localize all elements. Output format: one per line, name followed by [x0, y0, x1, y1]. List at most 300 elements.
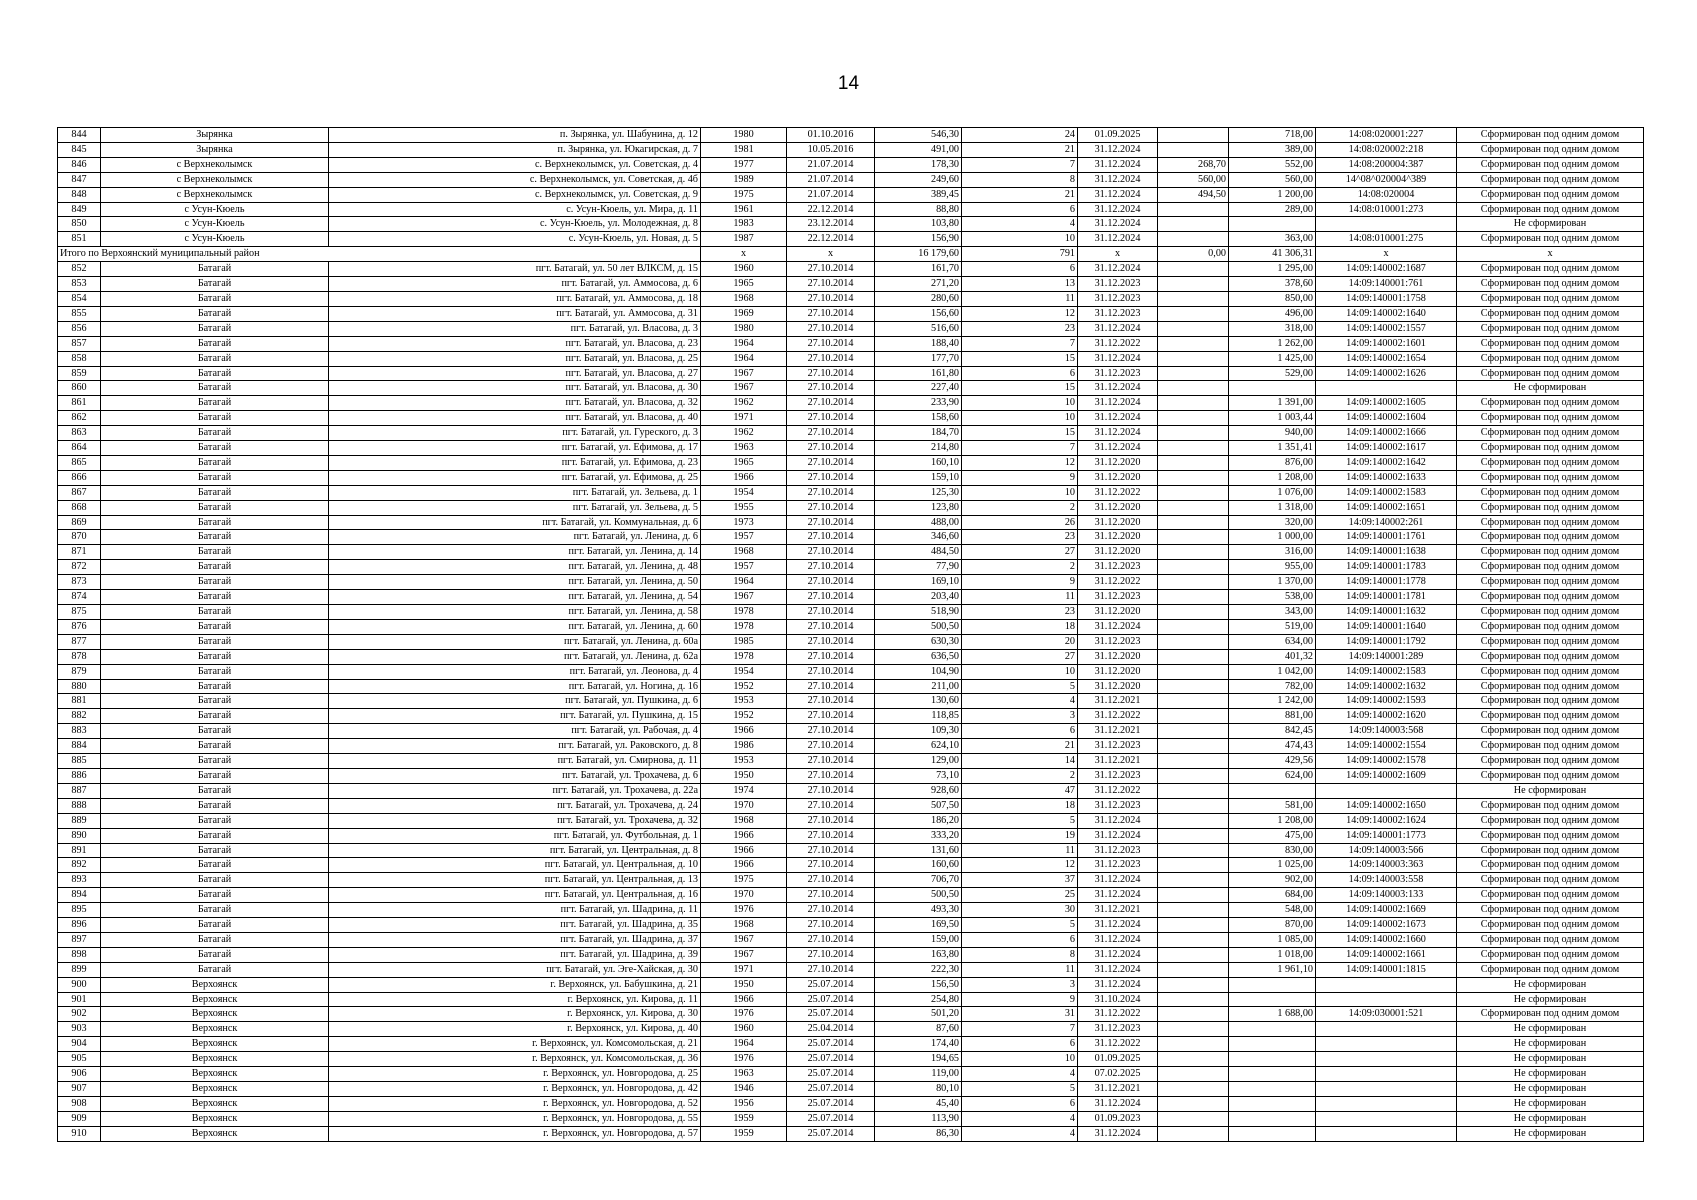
table-row	[58, 932, 1644, 947]
cell-cost-b: 1 318,00	[1229, 500, 1316, 515]
cell-cost-b	[1229, 1111, 1316, 1126]
cell-area: 45,40	[875, 1096, 962, 1111]
cell-row-number: 903	[58, 1022, 101, 1037]
cell-area: 184,70	[875, 426, 962, 441]
cell-land-status: Сформирован под одним домом	[1457, 739, 1644, 754]
cell-cost-b: 1 688,00	[1229, 1007, 1316, 1022]
cell-area: 491,00	[875, 142, 962, 157]
cell-cost-a	[1158, 411, 1229, 426]
cell-row-number: 862	[58, 411, 101, 426]
cell-area: 86,30	[875, 1126, 962, 1141]
cell-inclusion-date: 27.10.2014	[787, 441, 875, 456]
cell-cadastral-number: 14:09:140002:1669	[1316, 903, 1457, 918]
cell-row-number: 901	[58, 992, 101, 1007]
cell-inclusion-date: 10.05.2016	[787, 142, 875, 157]
table-row	[58, 619, 1644, 634]
cell-cadastral-number: 14:09:140001:1773	[1316, 828, 1457, 843]
cell-area: 214,80	[875, 441, 962, 456]
cell-residents: 6	[962, 724, 1078, 739]
cell-land-status: Сформирован под одним домом	[1457, 128, 1644, 143]
cell-cost-a	[1158, 1096, 1229, 1111]
cell-planned-date: 31.12.2020	[1078, 530, 1158, 545]
cell-inclusion-date: 25.07.2014	[787, 1111, 875, 1126]
cell-residents: 8	[962, 172, 1078, 187]
cell-residents: 2	[962, 560, 1078, 575]
table-row	[58, 1067, 1644, 1082]
cell-cost-a	[1158, 619, 1229, 634]
cell-cost-b: 41 306,31	[1229, 247, 1316, 262]
cell-address: пгт. Батагай, ул. Ефимова, д. 23	[329, 455, 701, 470]
cell-inclusion-date: 27.10.2014	[787, 798, 875, 813]
cell-planned-date: 31.12.2020	[1078, 649, 1158, 664]
cell-year-built: 1968	[701, 545, 787, 560]
cell-settlement: с Усун-Кюель	[101, 202, 329, 217]
table-row	[58, 1022, 1644, 1037]
cell-address: пгт. Батагай, ул. Ленина, д. 60	[329, 619, 701, 634]
cell-year-built: 1967	[701, 381, 787, 396]
cell-area: 123,80	[875, 500, 962, 515]
cell-inclusion-date: 27.10.2014	[787, 336, 875, 351]
cell-inclusion-date: 27.10.2014	[787, 664, 875, 679]
cell-row-number: 895	[58, 903, 101, 918]
cell-cost-a	[1158, 545, 1229, 560]
cell-inclusion-date: 22.12.2014	[787, 202, 875, 217]
cell-planned-date: 31.12.2023	[1078, 277, 1158, 292]
cell-settlement: Батагай	[101, 649, 329, 664]
table-row	[58, 291, 1644, 306]
cell-inclusion-date: 27.10.2014	[787, 619, 875, 634]
cell-area: 233,90	[875, 396, 962, 411]
cell-residents: 21	[962, 142, 1078, 157]
cell-cost-a	[1158, 142, 1229, 157]
cell-address: пгт. Батагай, ул. Власова, д. 25	[329, 351, 701, 366]
cell-address: пгт. Батагай, ул. Футбольная, д. 1	[329, 828, 701, 843]
cell-cost-a	[1158, 932, 1229, 947]
cell-land-status: Сформирован под одним домом	[1457, 709, 1644, 724]
cell-residents: 30	[962, 903, 1078, 918]
cell-year-built: 1978	[701, 605, 787, 620]
cell-cost-a	[1158, 724, 1229, 739]
cell-residents: 23	[962, 321, 1078, 336]
table-row	[58, 485, 1644, 500]
cell-cost-a	[1158, 366, 1229, 381]
cell-cadastral-number: 14:09:140002:1687	[1316, 262, 1457, 277]
cell-cadastral-number	[1316, 992, 1457, 1007]
cell-area: 104,90	[875, 664, 962, 679]
cell-cost-b	[1229, 1052, 1316, 1067]
cell-cadastral-number: x	[1316, 247, 1457, 262]
cell-settlement: Верхоянск	[101, 1007, 329, 1022]
cell-planned-date: 31.12.2020	[1078, 515, 1158, 530]
cell-cadastral-number: 14:09:140001:1640	[1316, 619, 1457, 634]
cell-cost-b: 1 200,00	[1229, 187, 1316, 202]
cell-inclusion-date: 25.07.2014	[787, 1096, 875, 1111]
cell-row-number: 876	[58, 619, 101, 634]
cell-cost-b: 718,00	[1229, 128, 1316, 143]
cell-row-number: 887	[58, 783, 101, 798]
cell-cost-a	[1158, 1007, 1229, 1022]
cell-land-status: Сформирован под одним домом	[1457, 500, 1644, 515]
table-row	[58, 500, 1644, 515]
cell-cadastral-number	[1316, 1052, 1457, 1067]
table-row	[58, 947, 1644, 962]
cell-total-label: Итого по Верхоянский муниципальный район	[58, 247, 701, 262]
cell-settlement: Батагай	[101, 679, 329, 694]
cell-address: п. Зырянка, ул. Юкагирская, д. 7	[329, 142, 701, 157]
cell-inclusion-date: 27.10.2014	[787, 694, 875, 709]
cell-planned-date: 31.12.2024	[1078, 947, 1158, 962]
cell-year-built: 1975	[701, 873, 787, 888]
cell-land-status: Сформирован под одним домом	[1457, 396, 1644, 411]
cell-cadastral-number: 14:09:140002:261	[1316, 515, 1457, 530]
cell-row-number: 883	[58, 724, 101, 739]
cell-row-number: 856	[58, 321, 101, 336]
cell-area: 186,20	[875, 813, 962, 828]
cell-residents: 9	[962, 470, 1078, 485]
cell-year-built: 1976	[701, 1007, 787, 1022]
cell-area: 389,45	[875, 187, 962, 202]
cell-inclusion-date: 22.12.2014	[787, 232, 875, 247]
cell-residents: 9	[962, 992, 1078, 1007]
cell-area: 77,90	[875, 560, 962, 575]
cell-settlement: Батагай	[101, 277, 329, 292]
cell-area: 169,50	[875, 918, 962, 933]
cell-residents: 11	[962, 590, 1078, 605]
cell-cadastral-number: 14:09:140002:1650	[1316, 798, 1457, 813]
cell-cost-b: 552,00	[1229, 157, 1316, 172]
cell-year-built: 1970	[701, 888, 787, 903]
cell-settlement: Верхоянск	[101, 992, 329, 1007]
cell-settlement: с Верхнеколымск	[101, 157, 329, 172]
cell-inclusion-date: 25.07.2014	[787, 1126, 875, 1141]
cell-address: пгт. Батагай, ул. Центральная, д. 8	[329, 843, 701, 858]
cell-settlement: Батагай	[101, 262, 329, 277]
cell-area: 118,85	[875, 709, 962, 724]
cell-residents: 10	[962, 485, 1078, 500]
cell-row-number: 860	[58, 381, 101, 396]
cell-address: пгт. Батагай, ул. Трохачева, д. 32	[329, 813, 701, 828]
cell-residents: 26	[962, 515, 1078, 530]
cell-row-number: 889	[58, 813, 101, 828]
cell-inclusion-date: 25.07.2014	[787, 1052, 875, 1067]
cell-cadastral-number: 14:09:140002:1640	[1316, 306, 1457, 321]
cell-cadastral-number: 14^08^020004^389	[1316, 172, 1457, 187]
cell-cost-a	[1158, 1067, 1229, 1082]
cell-settlement: Батагай	[101, 351, 329, 366]
cell-year-built: 1978	[701, 619, 787, 634]
cell-cadastral-number: 14:09:140002:1620	[1316, 709, 1457, 724]
cell-row-number: 870	[58, 530, 101, 545]
cell-address: пгт. Батагай, ул. Центральная, д. 13	[329, 873, 701, 888]
cell-cadastral-number: 14:09:140001:1758	[1316, 291, 1457, 306]
cell-year-built: x	[701, 247, 787, 262]
cell-cadastral-number: 14:09:140001:289	[1316, 649, 1457, 664]
cell-cost-a	[1158, 634, 1229, 649]
cell-planned-date: 31.12.2020	[1078, 500, 1158, 515]
cell-year-built: 1969	[701, 306, 787, 321]
cell-address: г. Верхоянск, ул. Новгородова, д. 25	[329, 1067, 701, 1082]
cell-cadastral-number	[1316, 1096, 1457, 1111]
cell-settlement: Батагай	[101, 545, 329, 560]
cell-cost-b: 1 003,44	[1229, 411, 1316, 426]
cell-cadastral-number: 14:09:140002:1654	[1316, 351, 1457, 366]
cell-cost-a	[1158, 262, 1229, 277]
cell-cadastral-number: 14:09:140002:1583	[1316, 664, 1457, 679]
cell-inclusion-date: 27.10.2014	[787, 962, 875, 977]
cell-cadastral-number	[1316, 1037, 1457, 1052]
cell-address: пгт. Батагай, ул. Власова, д. 27	[329, 366, 701, 381]
cell-row-number: 894	[58, 888, 101, 903]
table-row	[58, 262, 1644, 277]
table-row	[58, 157, 1644, 172]
cell-settlement: Батагай	[101, 798, 329, 813]
cell-cost-b: 902,00	[1229, 873, 1316, 888]
cell-inclusion-date: 27.10.2014	[787, 813, 875, 828]
table-row	[58, 277, 1644, 292]
cell-planned-date: 01.09.2025	[1078, 1052, 1158, 1067]
cell-cost-a	[1158, 336, 1229, 351]
cell-area: 159,00	[875, 932, 962, 947]
cell-settlement: Батагай	[101, 903, 329, 918]
cell-land-status: Сформирован под одним домом	[1457, 366, 1644, 381]
cell-area: 160,10	[875, 455, 962, 470]
cell-area: 546,30	[875, 128, 962, 143]
cell-address: пгт. Батагай, ул. Ленина, д. 6	[329, 530, 701, 545]
table-row	[58, 351, 1644, 366]
cell-settlement: Батагай	[101, 500, 329, 515]
cell-planned-date: 31.12.2023	[1078, 560, 1158, 575]
cell-settlement: Батагай	[101, 291, 329, 306]
cell-cadastral-number: 14:08:010001:273	[1316, 202, 1457, 217]
cell-area: 518,90	[875, 605, 962, 620]
cell-year-built: 1955	[701, 500, 787, 515]
cell-cadastral-number: 14:09:140002:1609	[1316, 768, 1457, 783]
cell-settlement: Батагай	[101, 932, 329, 947]
cell-cadastral-number: 14:09:140002:1661	[1316, 947, 1457, 962]
cell-row-number: 848	[58, 187, 101, 202]
cell-year-built: 1964	[701, 1037, 787, 1052]
cell-cost-a	[1158, 768, 1229, 783]
cell-cost-a	[1158, 590, 1229, 605]
cell-cost-a: 560,00	[1158, 172, 1229, 187]
cell-settlement: Батагай	[101, 947, 329, 962]
cell-planned-date: 31.12.2023	[1078, 590, 1158, 605]
cell-row-number: 900	[58, 977, 101, 992]
cell-year-built: 1956	[701, 1096, 787, 1111]
cell-inclusion-date: 25.07.2014	[787, 1082, 875, 1097]
table-row	[58, 411, 1644, 426]
cell-area: 222,30	[875, 962, 962, 977]
cell-land-status: Не сформирован	[1457, 992, 1644, 1007]
cell-year-built: 1974	[701, 783, 787, 798]
cell-cadastral-number: 14:09:140002:1578	[1316, 754, 1457, 769]
cell-cadastral-number: 14:09:140002:1666	[1316, 426, 1457, 441]
cell-residents: 12	[962, 455, 1078, 470]
cell-area: 113,90	[875, 1111, 962, 1126]
cell-area: 249,60	[875, 172, 962, 187]
cell-land-status: Сформирован под одним домом	[1457, 754, 1644, 769]
cell-year-built: 1964	[701, 575, 787, 590]
cell-cadastral-number	[1316, 1111, 1457, 1126]
cell-year-built: 1970	[701, 798, 787, 813]
cell-planned-date: 31.12.2021	[1078, 903, 1158, 918]
cell-area: 103,80	[875, 217, 962, 232]
cell-land-status: Сформирован под одним домом	[1457, 306, 1644, 321]
cell-cadastral-number: 14:09:140002:1633	[1316, 470, 1457, 485]
cell-row-number: 881	[58, 694, 101, 709]
cell-land-status: Сформирован под одним домом	[1457, 411, 1644, 426]
table-row	[58, 888, 1644, 903]
cell-planned-date: 31.12.2024	[1078, 426, 1158, 441]
cell-year-built: 1975	[701, 187, 787, 202]
cell-residents: 15	[962, 351, 1078, 366]
cell-address: пгт. Батагай, ул. Ногина, д. 16	[329, 679, 701, 694]
cell-land-status: x	[1457, 247, 1644, 262]
cell-settlement: Батагай	[101, 426, 329, 441]
cell-settlement: Верхоянск	[101, 1022, 329, 1037]
cell-cost-b: 1 961,10	[1229, 962, 1316, 977]
cell-address: г. Верхоянск, ул. Комсомольская, д. 21	[329, 1037, 701, 1052]
cell-planned-date: 31.12.2024	[1078, 217, 1158, 232]
cell-land-status: Сформирован под одним домом	[1457, 918, 1644, 933]
cell-area: 501,20	[875, 1007, 962, 1022]
cell-row-number: 893	[58, 873, 101, 888]
cell-area: 636,50	[875, 649, 962, 664]
cell-cost-b	[1229, 783, 1316, 798]
cell-residents: 11	[962, 291, 1078, 306]
cell-cost-a	[1158, 232, 1229, 247]
cell-planned-date: 31.12.2024	[1078, 187, 1158, 202]
cell-area: 194,65	[875, 1052, 962, 1067]
cell-inclusion-date: 27.10.2014	[787, 515, 875, 530]
cell-cost-a	[1158, 649, 1229, 664]
cell-address: г. Верхоянск, ул. Бабушкина, д. 21	[329, 977, 701, 992]
cell-address: пгт. Батагай, ул. Коммунальная, д. 6	[329, 515, 701, 530]
table-row	[58, 694, 1644, 709]
cell-cadastral-number	[1316, 217, 1457, 232]
cell-address: пгт. Батагай, ул. Гуреского, д. 3	[329, 426, 701, 441]
cell-land-status: Сформирован под одним домом	[1457, 664, 1644, 679]
cell-planned-date: 31.12.2024	[1078, 888, 1158, 903]
cell-settlement: Верхоянск	[101, 977, 329, 992]
cell-planned-date: 31.12.2023	[1078, 843, 1158, 858]
cell-cost-a	[1158, 1111, 1229, 1126]
cell-address: пгт. Батагай, ул. Власова, д. 40	[329, 411, 701, 426]
cell-inclusion-date: 27.10.2014	[787, 932, 875, 947]
cell-residents: 7	[962, 441, 1078, 456]
cell-residents: 47	[962, 783, 1078, 798]
cell-land-status: Сформирован под одним домом	[1457, 515, 1644, 530]
cell-residents: 25	[962, 888, 1078, 903]
cell-cost-a	[1158, 530, 1229, 545]
cell-land-status: Сформирован под одним домом	[1457, 903, 1644, 918]
table-row	[58, 873, 1644, 888]
cell-cadastral-number	[1316, 977, 1457, 992]
table-row	[58, 739, 1644, 754]
cell-inclusion-date: 27.10.2014	[787, 321, 875, 336]
cell-cadastral-number: 14:09:140002:1651	[1316, 500, 1457, 515]
table-row	[58, 1126, 1644, 1141]
cell-settlement: Батагай	[101, 455, 329, 470]
cell-year-built: 1981	[701, 142, 787, 157]
cell-address: пгт. Батагай, ул. Ленина, д. 48	[329, 560, 701, 575]
cell-year-built: 1985	[701, 634, 787, 649]
cell-area: 161,80	[875, 366, 962, 381]
cell-cost-b: 529,00	[1229, 366, 1316, 381]
cell-residents: 24	[962, 128, 1078, 143]
table-row	[58, 992, 1644, 1007]
cell-inclusion-date: 27.10.2014	[787, 828, 875, 843]
cell-residents: 4	[962, 217, 1078, 232]
cell-cost-a	[1158, 1022, 1229, 1037]
cell-planned-date: 31.12.2023	[1078, 739, 1158, 754]
cell-land-status: Не сформирован	[1457, 1037, 1644, 1052]
cell-settlement: Батагай	[101, 783, 329, 798]
cell-cost-a	[1158, 888, 1229, 903]
cell-planned-date: 31.12.2024	[1078, 1096, 1158, 1111]
cell-planned-date: 31.12.2020	[1078, 545, 1158, 560]
cell-area: 159,10	[875, 470, 962, 485]
cell-planned-date: 01.09.2023	[1078, 1111, 1158, 1126]
cell-cost-a	[1158, 426, 1229, 441]
cell-row-number: 879	[58, 664, 101, 679]
cell-cost-b: 581,00	[1229, 798, 1316, 813]
cell-land-status: Сформирован под одним домом	[1457, 455, 1644, 470]
cell-address: г. Верхоянск, ул. Кирова, д. 30	[329, 1007, 701, 1022]
cell-planned-date: 31.12.2024	[1078, 932, 1158, 947]
cell-cost-b: 289,00	[1229, 202, 1316, 217]
cell-cost-a	[1158, 1082, 1229, 1097]
cell-cost-a	[1158, 858, 1229, 873]
cell-cost-b: 389,00	[1229, 142, 1316, 157]
cell-land-status: Не сформирован	[1457, 783, 1644, 798]
cell-row-number: 850	[58, 217, 101, 232]
cell-residents: 11	[962, 962, 1078, 977]
cell-cost-b: 842,45	[1229, 724, 1316, 739]
cell-row-number: 858	[58, 351, 101, 366]
cell-residents: 31	[962, 1007, 1078, 1022]
cell-residents: 37	[962, 873, 1078, 888]
cell-address: пгт. Батагай, ул. 50 лет ВЛКСМ, д. 15	[329, 262, 701, 277]
cell-inclusion-date: 21.07.2014	[787, 157, 875, 172]
table-row	[58, 187, 1644, 202]
cell-cost-b: 1 208,00	[1229, 470, 1316, 485]
cell-inclusion-date: 27.10.2014	[787, 262, 875, 277]
cell-settlement: Батагай	[101, 634, 329, 649]
cell-area: 500,50	[875, 888, 962, 903]
cell-cadastral-number: 14:08:020002:218	[1316, 142, 1457, 157]
cell-year-built: 1966	[701, 843, 787, 858]
cell-planned-date: 31.12.2020	[1078, 664, 1158, 679]
cell-planned-date: 31.12.2024	[1078, 813, 1158, 828]
cell-row-number: 857	[58, 336, 101, 351]
cell-inclusion-date: x	[787, 247, 875, 262]
cell-residents: 2	[962, 500, 1078, 515]
cell-year-built: 1978	[701, 649, 787, 664]
cell-cost-a	[1158, 291, 1229, 306]
cell-cost-a	[1158, 396, 1229, 411]
cell-settlement: Батагай	[101, 962, 329, 977]
cell-inclusion-date: 27.10.2014	[787, 947, 875, 962]
cell-inclusion-date: 27.10.2014	[787, 754, 875, 769]
cell-inclusion-date: 27.10.2014	[787, 455, 875, 470]
cell-year-built: 1957	[701, 530, 787, 545]
cell-land-status: Сформирован под одним домом	[1457, 724, 1644, 739]
cell-area: 928,60	[875, 783, 962, 798]
cell-cadastral-number: 14:09:140002:1617	[1316, 441, 1457, 456]
cell-cadastral-number: 14:08:200004:387	[1316, 157, 1457, 172]
cell-settlement: с Верхнеколымск	[101, 172, 329, 187]
